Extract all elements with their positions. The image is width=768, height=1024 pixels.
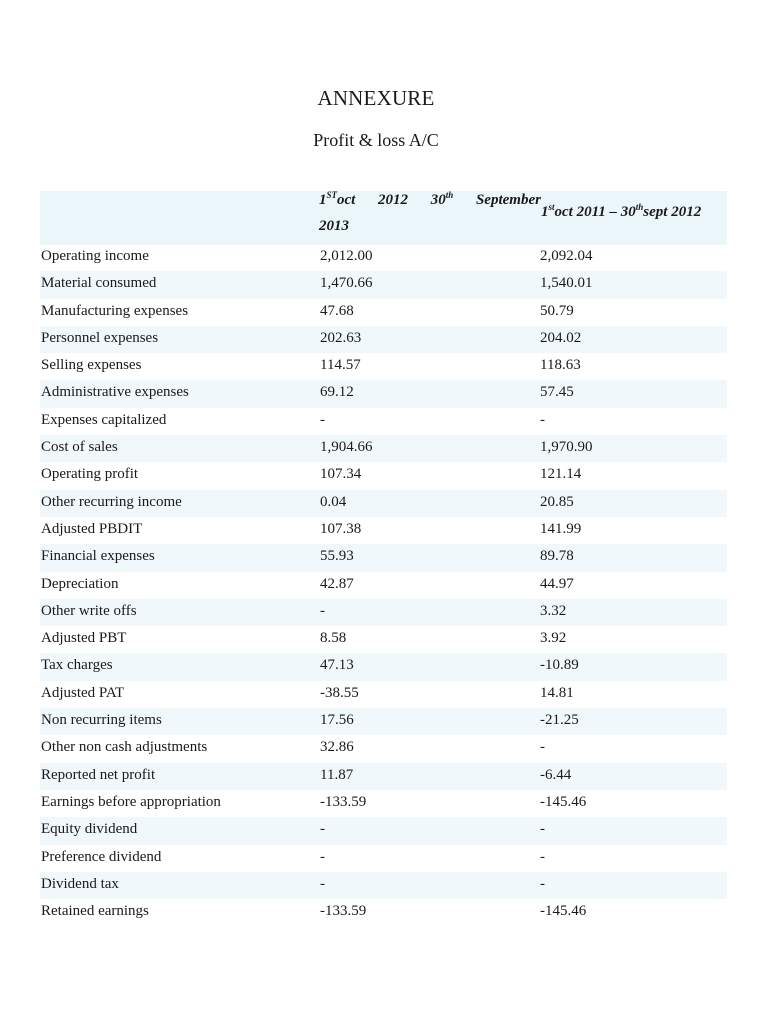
row-value-2013: -	[320, 848, 325, 865]
header-col-2013-word4: September	[475, 192, 541, 208]
header-col-2013-line1	[319, 192, 541, 209]
row-label: Dividend tax	[41, 875, 119, 892]
row-value-2012: -	[540, 739, 545, 756]
row-value-2013: 55.93	[320, 548, 354, 565]
row-label: Retained earnings	[41, 903, 149, 920]
row-label: Earnings before appropriation	[41, 793, 221, 810]
table-row	[40, 899, 727, 926]
row-value-2013: 17.56	[320, 712, 354, 729]
row-value-2012: -6.44	[540, 766, 572, 783]
table-row	[40, 681, 727, 708]
row-value-2013: -133.59	[320, 903, 367, 920]
document-subtitle: Profit & loss A/C	[313, 130, 439, 150]
row-value-2012: 3.92	[540, 630, 567, 647]
table-row	[40, 353, 727, 380]
row-value-2013: -	[320, 875, 325, 892]
row-label: Adjusted PBT	[41, 630, 127, 647]
row-label: Equity dividend	[41, 821, 138, 838]
table-row	[40, 435, 727, 462]
row-value-2012: 50.79	[540, 302, 574, 319]
row-value-2013: 47.68	[320, 302, 354, 319]
row-value-2012: 121.14	[540, 466, 582, 483]
row-label: Administrative expenses	[41, 384, 189, 401]
table-row	[40, 626, 727, 653]
row-value-2013: -133.59	[320, 793, 367, 810]
table-row	[40, 572, 727, 599]
table-row	[40, 408, 727, 435]
table-row	[40, 763, 727, 790]
row-label: Tax charges	[41, 657, 113, 674]
row-value-2012: 204.02	[540, 329, 582, 346]
row-label: Financial expenses	[41, 548, 155, 565]
table-row	[40, 735, 727, 762]
row-value-2013: -	[320, 821, 325, 838]
row-value-2013: 107.38	[320, 520, 362, 537]
row-value-2012: -10.89	[540, 657, 579, 674]
header-col-2013-word3: 30th	[430, 190, 454, 208]
row-value-2012: 1,540.01	[540, 275, 593, 292]
table-row	[40, 708, 727, 735]
row-value-2013: -	[320, 411, 325, 428]
row-value-2013: 47.13	[320, 657, 354, 674]
row-value-2013: 0.04	[320, 493, 347, 510]
row-value-2013: 202.63	[320, 329, 362, 346]
row-label: Preference dividend	[41, 848, 162, 865]
row-value-2012: 89.78	[540, 548, 574, 565]
table-row	[40, 817, 727, 844]
row-label: Operating profit	[41, 466, 139, 483]
table-row	[40, 380, 727, 407]
row-value-2013: 42.87	[320, 575, 354, 592]
row-label: Other write offs	[41, 602, 137, 619]
row-label: Adjusted PBDIT	[41, 520, 143, 537]
row-value-2012: -	[540, 875, 545, 892]
row-value-2012: 57.45	[540, 384, 574, 401]
row-label: Depreciation	[41, 575, 119, 592]
row-value-2012: 118.63	[540, 357, 581, 374]
row-value-2012: 44.97	[540, 575, 574, 592]
row-value-2013: 114.57	[320, 357, 361, 374]
table-row	[40, 517, 727, 544]
row-value-2012: -21.25	[540, 712, 579, 729]
table-row	[40, 790, 727, 817]
row-label: Expenses capitalized	[41, 411, 167, 428]
table-row	[40, 845, 727, 872]
row-label: Personnel expenses	[41, 329, 159, 346]
row-label: Other recurring income	[41, 493, 182, 510]
table-row	[40, 872, 727, 899]
row-value-2013: 2,012.00	[320, 248, 373, 264]
header-col-2013-word2: 2012	[378, 192, 409, 208]
row-value-2013: 8.58	[320, 630, 347, 647]
table-row	[40, 271, 727, 298]
row-value-2012: 3.32	[540, 602, 567, 619]
header-col-2013-line2: 2013	[319, 218, 349, 234]
row-label: Adjusted PAT	[41, 684, 125, 701]
row-value-2013: 69.12	[320, 384, 354, 401]
row-value-2012: -	[540, 411, 545, 428]
row-label: Operating income	[41, 248, 149, 264]
table-row	[40, 490, 727, 517]
row-value-2012: -	[540, 821, 545, 838]
table-row	[40, 544, 727, 571]
row-value-2013: -	[320, 602, 325, 619]
row-label: Manufacturing expenses	[41, 302, 189, 319]
table-row	[40, 244, 727, 271]
row-value-2012: 14.81	[540, 684, 574, 701]
table-row	[40, 299, 727, 326]
row-value-2012: -145.46	[540, 793, 587, 810]
profit-loss-table	[40, 244, 727, 926]
row-value-2012: 20.85	[540, 493, 574, 510]
table-row	[40, 326, 727, 353]
row-label: Material consumed	[41, 275, 157, 292]
header-col-2013-word1: 1SToct	[319, 190, 356, 208]
row-value-2012: -	[540, 848, 545, 865]
row-label: Selling expenses	[41, 357, 142, 374]
table-row	[40, 653, 727, 680]
row-value-2012: 1,970.90	[540, 439, 593, 456]
table-row	[40, 462, 727, 489]
document-title: ANNEXURE	[317, 86, 435, 110]
header-col-2012: 1stoct 2011 – 30thsept 2012	[541, 202, 702, 220]
row-value-2012: -145.46	[540, 903, 587, 920]
row-value-2013: 107.34	[320, 466, 362, 483]
row-label: Other non cash adjustments	[41, 739, 208, 756]
row-value-2013: -38.55	[320, 684, 359, 701]
row-value-2013: 1,470.66	[320, 275, 373, 292]
table-row	[40, 599, 727, 626]
row-value-2012: 2,092.04	[540, 248, 593, 264]
row-value-2013: 11.87	[320, 766, 354, 783]
row-value-2012: 141.99	[540, 520, 582, 537]
row-label: Cost of sales	[41, 439, 118, 456]
row-label: Non recurring items	[41, 712, 162, 729]
row-value-2013: 1,904.66	[320, 439, 373, 456]
row-value-2013: 32.86	[320, 739, 354, 756]
row-label: Reported net profit	[41, 766, 156, 783]
